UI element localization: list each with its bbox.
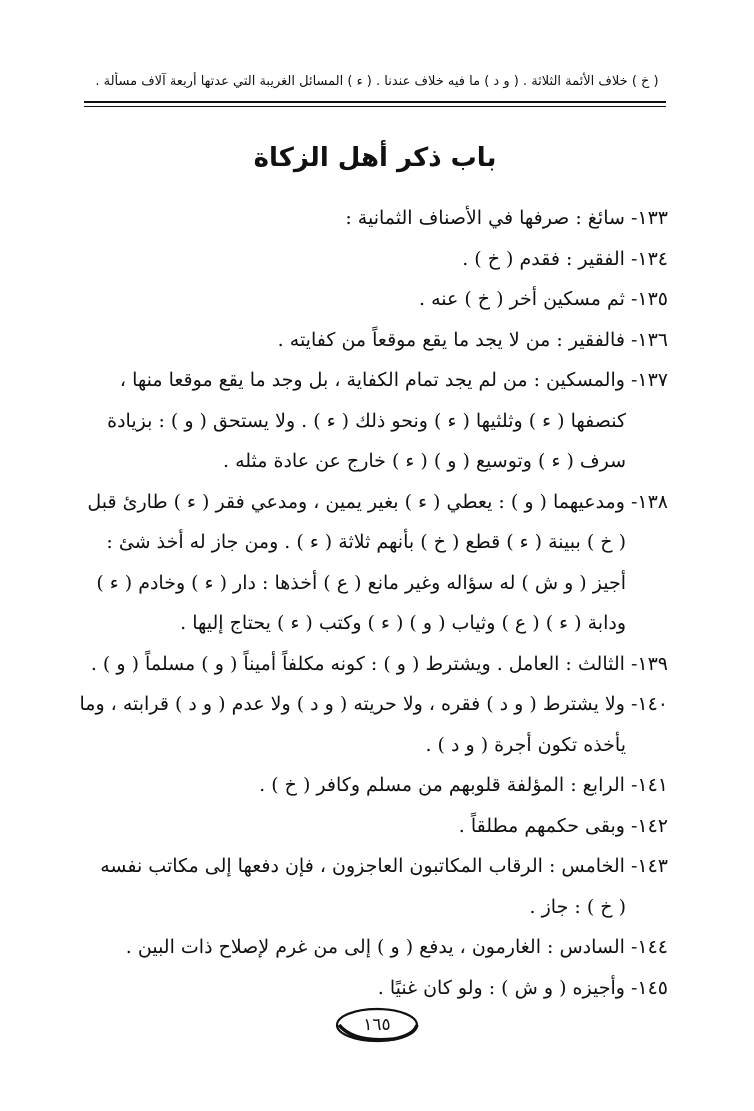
entry-first-line: ١٤٣- الخامس : الرقاب المكاتبون العاجزون ، فإن دفعها إلى مكاتب نفسه <box>100 855 668 877</box>
entry-item <box>80 806 668 847</box>
entry-first-line: ١٣٥- ثم مسكين أخر ( خ ) عنه . <box>418 288 668 310</box>
entry-item <box>80 239 668 280</box>
entry-item <box>80 684 668 765</box>
entry-first-line: ١٤٥- وأجيزه ( و ش ) : ولو كان غنيًا . <box>377 976 668 999</box>
entry-item <box>80 360 668 482</box>
entry-first-line: ١٤٢- وبقى حكمهم مطلقاً . <box>458 814 668 837</box>
entry-first-line: ١٣٦- فالفقير : من لا يجد ما يقع موقعاً من كفايته . <box>277 328 668 351</box>
entry-continuation-line: ( خ ) : جاز . <box>529 895 626 918</box>
entry-first-line: ١٤٠- ولا يشترط ( و د ) فقره ، ولا حريته ( و د ) ولا عدم ( و د ) قرابته ، وما <box>79 693 668 715</box>
entry-continuation-line: ( خ ) ببينة ( ء ) قطع ( خ ) بأنهم ثلاثة ( ء ) . ومن جاز له أخذ شئ : <box>106 531 626 553</box>
page-number-ornament <box>334 1005 420 1045</box>
entry-first-line: ١٣٣- سائغ : صرفها في الأصناف الثمانية : <box>345 207 668 229</box>
entry-item <box>80 927 668 968</box>
entry-first-line: ١٣٧- والمسكين : من لم يجد تمام الكفاية ، بل وجد ما يقع موقعا منها ، <box>119 369 668 391</box>
chapter-title: باب ذكر أهل الزكاة <box>253 143 497 173</box>
entry-continuation-line: أجيز ( و ش ) له سؤاله وغير مانع ( ع ) أخذها : دار ( ء ) وخادم ( ء ) <box>96 571 626 594</box>
entry-first-line: ١٣٤- الفقير : فقدم ( خ ) . <box>462 247 668 270</box>
entry-continuation-line: كنصفها ( ء ) وثلثيها ( ء ) ونحو ذلك ( ء ) . ولا يستحق ( و ) : بزيادة <box>107 409 626 432</box>
header-rule <box>84 101 666 103</box>
entry-first-line: ١٣٩- الثالث : العامل . ويشترط ( و ) : كونه مكلفاً أميناً ( و ) مسلماً ( و ) . <box>90 652 668 675</box>
entry-item <box>80 320 668 361</box>
entry-first-line: ١٤٤- السادس : الغارمون ، يدفع ( و ) إلى من غرم لإصلاح ذات البين . <box>125 936 668 958</box>
entry-continuation-line: سرف ( ء ) وتوسيع ( و ) ( ء ) خارج عن عادة مثله . <box>223 450 626 472</box>
entry-item <box>80 765 668 806</box>
page-number: ١٦٥ <box>363 1015 391 1035</box>
header-rule-thin <box>84 106 666 107</box>
entry-item <box>80 482 668 644</box>
entry-continuation-line: يأخذه تكون أجرة ( و د ) . <box>425 733 626 756</box>
entry-continuation-line: ودابة ( ء ) ( ع ) وثياب ( و ) ( ء ) وكتب ( ء ) يحتاج إليها . <box>180 612 626 634</box>
entries-list <box>80 198 668 1008</box>
entry-first-line: ١٣٨- ومدعيهما ( و ) : يعطي ( ء ) بغير يمين ، ومدعي فقر ( ء ) طارئ قبل <box>87 490 668 513</box>
entry-item <box>80 644 668 685</box>
entry-item <box>80 968 668 1009</box>
entry-item <box>80 846 668 927</box>
entry-first-line: ١٤١- الرابع : المؤلفة قلوبهم من مسلم وكافر ( خ ) . <box>259 774 668 796</box>
entry-item <box>80 198 668 239</box>
entry-item <box>80 279 668 320</box>
running-header: ( خ ) خلاف الأئمة الثلاثة . ( و د ) ما فيه خلاف عندنا . ( ء ) المسائل الغريبة التي عدتها أربعة آلاف مسألة . <box>95 74 659 89</box>
